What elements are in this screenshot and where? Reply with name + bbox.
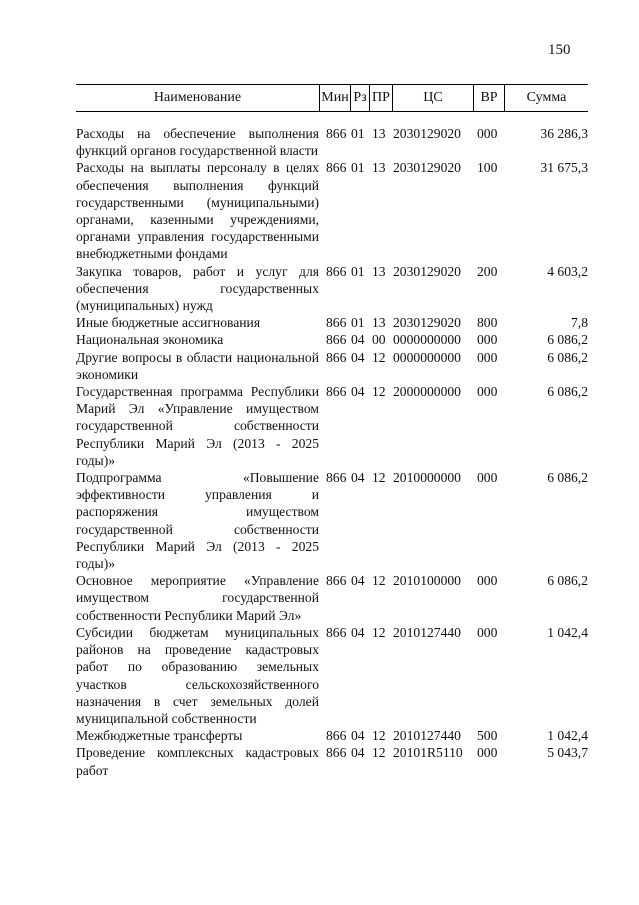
row-cs: 2010127440 [393,728,461,744]
row-rz: 01 [351,126,365,141]
row-vr: 100 [477,160,498,176]
row-vr: 500 [477,728,498,744]
row-sum: 5 043,7 [547,745,588,761]
row-name: Межбюджетные трансферты [76,728,243,744]
row-pr: 12 [372,573,386,589]
row-pr: 12 [372,624,386,640]
row-min: 866 [326,126,347,141]
row-cs: 2030129020 [393,263,461,279]
row-min: 866 [326,332,347,348]
row-name: Закупка товаров, работ и услуг для обеспечения государственных (муниципальных) нужд [76,263,319,314]
row-vr: 000 [477,470,498,486]
table-row [76,331,588,348]
row-name: Другие вопросы в области национальной экономики [76,349,319,382]
row-rz: 04 [351,332,365,348]
row-vr: 000 [477,624,498,640]
row-min: 866 [326,745,347,761]
table-row [76,624,588,727]
budget-table [76,125,588,779]
row-rz: 04 [351,728,365,744]
row-cs: 2030129020 [393,315,461,331]
row-rz: 04 [351,573,365,589]
row-min: 866 [326,349,347,365]
row-pr: 12 [372,470,386,486]
row-sum: 4 603,2 [547,263,588,279]
row-name: Субсидии бюджетам муниципальных районов на проведение кадастровых работ по образованию земельных участков сельскохозяйственного назначения в счет земельных долей муниципальной собственности [76,624,319,726]
table-header [76,84,588,112]
header-vr: ВР [480,90,498,105]
row-cs: 0000000000 [393,332,461,348]
row-sum: 6 086,2 [547,384,588,400]
row-rz: 04 [351,349,365,365]
table-row [76,125,588,159]
row-vr: 000 [477,349,498,365]
row-rz: 04 [351,384,365,400]
page-number: 150 [548,42,571,58]
row-rz: 04 [351,745,365,761]
row-min: 866 [326,160,347,176]
row-cs: 2010127440 [393,624,461,640]
row-sum: 7,8 [571,315,588,331]
table-row [76,572,588,624]
row-pr: 12 [372,728,386,744]
row-sum: 1 042,4 [547,624,588,640]
row-vr: 000 [477,745,498,761]
table-row [76,263,588,315]
row-sum: 6 086,2 [547,332,588,348]
row-sum: 6 086,2 [547,470,588,486]
row-rz: 04 [351,624,365,640]
row-sum: 36 286,3 [540,126,588,141]
row-name: Проведение комплексных кадастровых работ [76,745,319,778]
row-cs: 2000000000 [393,384,461,400]
row-name: Национальная экономика [76,332,224,348]
table-row [76,469,588,572]
row-vr: 000 [477,573,498,589]
row-min: 866 [326,573,347,589]
row-vr: 200 [477,263,498,279]
row-cs: 2010100000 [393,573,461,589]
header-name: Наименование [153,90,242,105]
row-cs: 20101R5110 [393,745,463,761]
header-min: Мин [321,90,349,105]
row-min: 866 [326,263,347,279]
row-vr: 000 [477,384,498,400]
row-name: Государственная программа Республики Марий Эл «Управление имуществом государственной собственности Республики Марий Эл (2013 - 2025 годы)» [76,384,319,468]
row-min: 866 [326,384,347,400]
row-vr: 000 [477,126,498,141]
row-rz: 04 [351,470,365,486]
row-sum: 6 086,2 [547,573,588,589]
row-name: Расходы на обеспечение выполнения функций органов государственной власти [76,126,319,159]
row-pr: 13 [372,126,386,141]
row-pr: 00 [372,332,386,348]
table-row [76,314,588,331]
row-sum: 1 042,4 [547,728,588,744]
row-min: 866 [326,470,347,486]
row-name: Расходы на выплаты персоналу в целях обеспечения выполнения функций государственными (муниципальными) органами, казенными учреждениями, органами управления государственными внебюджетными фондами [76,160,319,262]
row-vr: 000 [477,332,498,348]
row-cs: 2030129020 [393,160,461,176]
row-sum: 31 675,3 [540,160,588,176]
row-pr: 12 [372,745,386,761]
header-pr: ПР [372,90,390,105]
header-sum: Сумма [526,90,567,105]
row-pr: 12 [372,349,386,365]
table-row [76,349,588,383]
row-cs: 2010000000 [393,470,461,486]
row-rz: 01 [351,263,365,279]
table-row [76,727,588,744]
row-name: Иные бюджетные ассигнования [76,315,261,331]
row-sum: 6 086,2 [547,349,588,365]
row-min: 866 [326,728,347,744]
row-min: 866 [326,624,347,640]
row-name: Основное мероприятие «Управление имуществом государственной собственности Республики Марий Эл» [76,573,319,623]
header-cs: ЦС [423,90,443,105]
row-pr: 13 [372,263,386,279]
row-pr: 12 [372,384,386,400]
table-row [76,744,588,778]
row-cs: 0000000000 [393,349,461,365]
header-rz: Рз [353,90,367,105]
row-pr: 13 [372,160,386,176]
row-name: Подпрограмма «Повышение эффективности управления и распоряжения имуществом государственной собственности Республики Марий Эл (2013 - 2025 годы)» [76,470,319,572]
table-row [76,159,588,262]
row-vr: 800 [477,315,498,331]
row-rz: 01 [351,160,365,176]
row-rz: 01 [351,315,365,331]
row-pr: 13 [372,315,386,331]
row-cs: 2030129020 [393,126,461,141]
row-min: 866 [326,315,347,331]
table-row [76,383,588,469]
